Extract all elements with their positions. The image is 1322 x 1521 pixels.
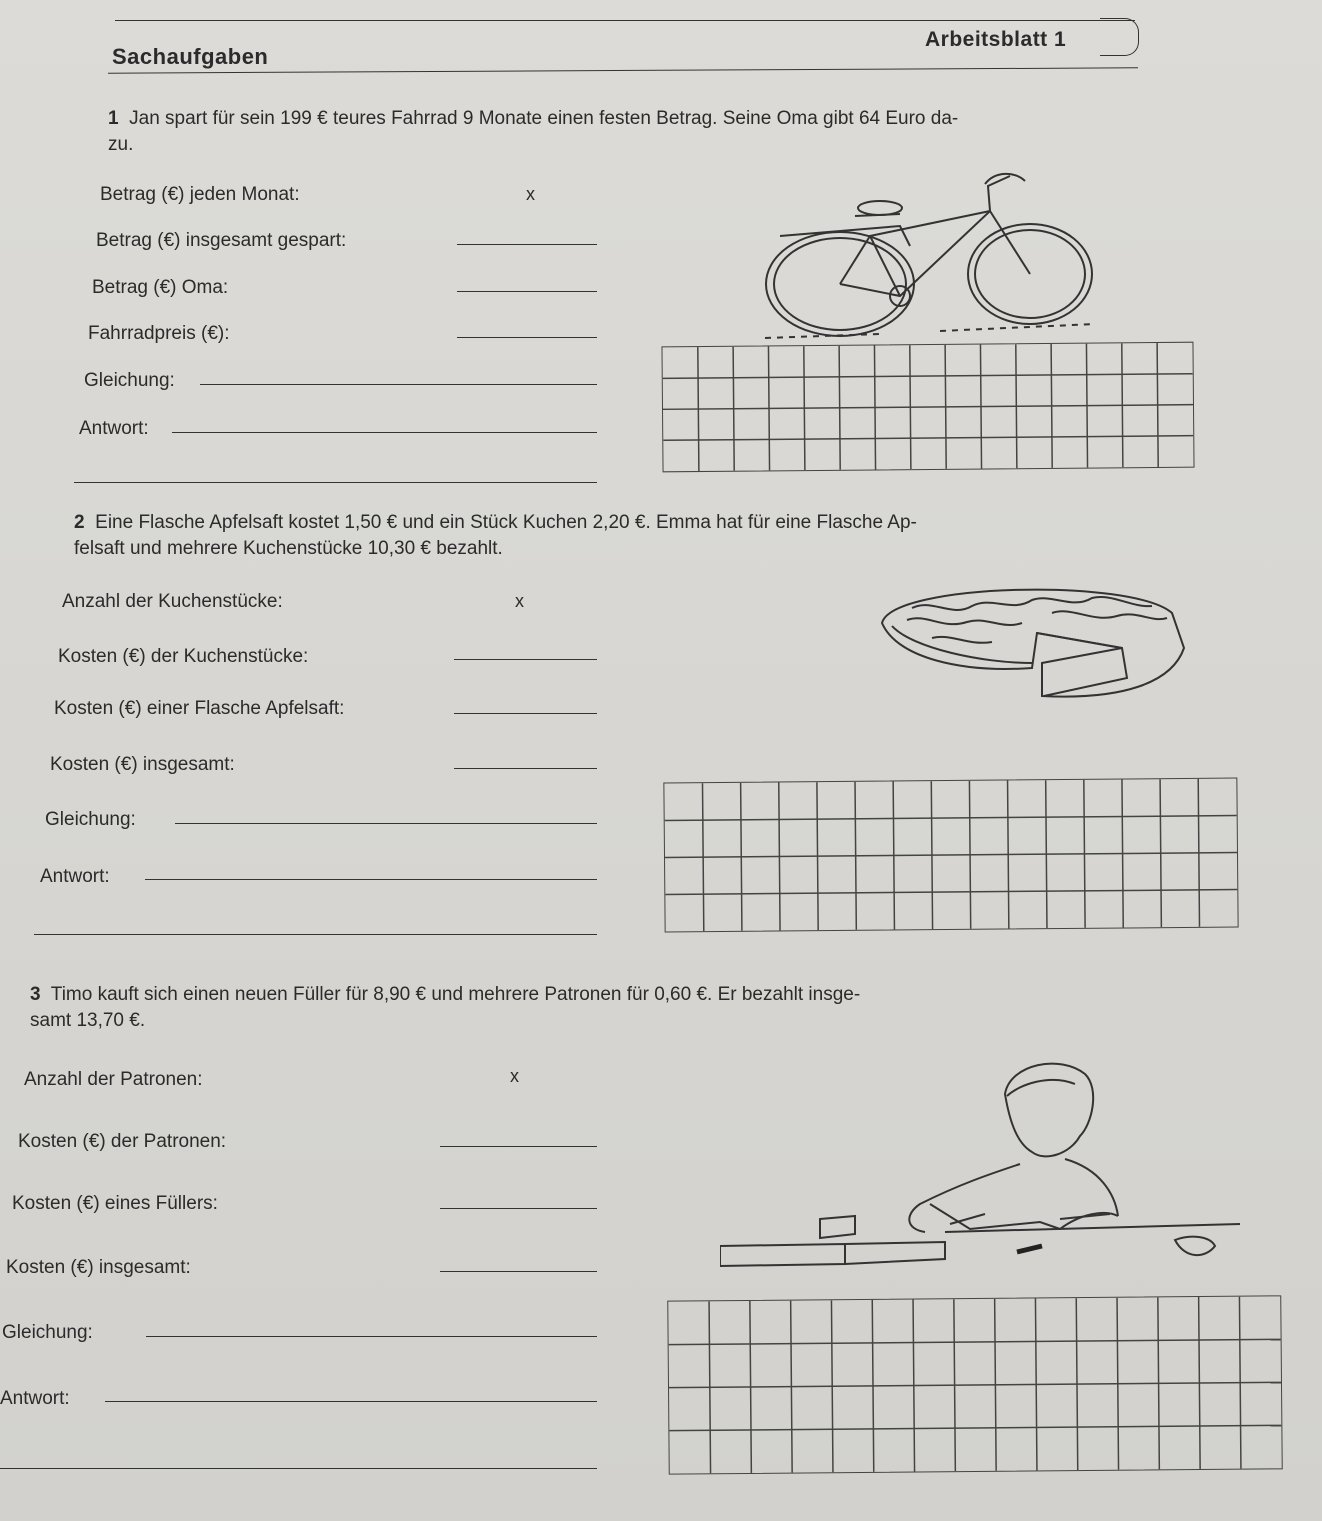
task2-blank-cake-cost[interactable]: [454, 659, 597, 660]
grid-line-horizontal: [669, 1425, 1281, 1430]
task3-blank-answer[interactable]: [105, 1401, 597, 1402]
grid-line-horizontal: [663, 374, 1193, 379]
task3-calculation-grid[interactable]: [667, 1295, 1282, 1474]
task2-blank-answer-line2[interactable]: [34, 934, 597, 935]
task2-label-count: Anzahl der Kuchenstücke:: [62, 591, 283, 612]
task2-label-total: Kosten (€) insgesamt:: [50, 754, 235, 775]
task2-label-juice-cost: Kosten (€) einer Flasche Apfelsaft:: [54, 698, 345, 719]
grid-line-horizontal: [663, 405, 1193, 410]
task1-label-answer: Antwort:: [79, 418, 149, 439]
task1-text: [108, 106, 1168, 158]
header-line-top: [115, 20, 1135, 21]
task2-line1: Eine Flasche Apfelsaft kostet 1,50 € und ein Stück Kuchen 2,20 €. Emma hat für eine Flasche Ap-: [95, 512, 917, 533]
task1-blank-equation[interactable]: [200, 384, 597, 385]
worksheet-number: Arbeitsblatt 1: [925, 28, 1067, 51]
task1-line1: Jan spart für sein 199 € teures Fahrrad 9 Monate einen festen Betrag. Seine Oma gibt 64 Euro da-: [129, 108, 959, 129]
task3-label-pen-cost: Kosten (€) eines Füllers:: [12, 1193, 218, 1214]
task2-variable-x: x: [515, 591, 524, 611]
task1-blank-oma[interactable]: [457, 291, 597, 292]
task1-label-monthly: Betrag (€) jeden Monat:: [100, 184, 300, 205]
task2-label-cake-cost: Kosten (€) der Kuchenstücke:: [58, 646, 309, 667]
grid-line-horizontal: [669, 1382, 1281, 1387]
task1-label-equation: Gleichung:: [84, 370, 175, 391]
bicycle-icon: [760, 166, 1100, 346]
task3-number: 3: [30, 984, 41, 1005]
cake-icon: [872, 578, 1192, 708]
task1-label-saved: Betrag (€) insgesamt gespart:: [96, 230, 347, 251]
task3-blank-equation[interactable]: [146, 1336, 597, 1337]
task1-blank-answer[interactable]: [172, 432, 597, 433]
task3-line2: samt 13,70 €.: [30, 1010, 146, 1031]
task1-label-oma: Betrag (€) Oma:: [92, 277, 229, 298]
grid-line-horizontal: [665, 853, 1237, 858]
task2-text: [74, 510, 1194, 562]
task1-label-price: Fahrradpreis (€):: [88, 323, 230, 344]
task1-variable-x: x: [526, 184, 535, 204]
task3-line1: Timo kauft sich einen neuen Füller für 8,90 € und mehrere Patronen für 0,60 €. Er bezahlt insge-: [50, 984, 861, 1005]
task1-number: 1: [108, 108, 119, 129]
task3-label-total: Kosten (€) insgesamt:: [6, 1257, 191, 1278]
task1-blank-price[interactable]: [457, 337, 597, 338]
task3-label-count: Anzahl der Patronen:: [24, 1069, 203, 1090]
task2-label-answer: Antwort:: [40, 866, 110, 887]
task3-blank-cartridge-cost[interactable]: [440, 1146, 597, 1147]
task3-blank-total[interactable]: [440, 1271, 597, 1272]
task3-blank-pen-cost[interactable]: [440, 1208, 597, 1209]
task2-blank-answer[interactable]: [145, 879, 597, 880]
task1-line2: zu.: [108, 134, 134, 155]
task2-line2: felsaft und mehrere Kuchenstücke 10,30 € bezahlt.: [74, 538, 503, 559]
task2-number: 2: [74, 512, 85, 533]
task3-label-answer: Antwort:: [0, 1388, 70, 1409]
grid-line-horizontal: [663, 436, 1193, 441]
boy-writing-icon: [720, 1054, 1250, 1282]
task3-variable-x: x: [510, 1066, 519, 1086]
worksheet-title: Sachaufgaben: [112, 44, 269, 69]
task3-label-cartridge-cost: Kosten (€) der Patronen:: [18, 1131, 227, 1152]
task2-blank-equation[interactable]: [175, 823, 597, 824]
grid-line-horizontal: [665, 890, 1237, 895]
task1-calculation-grid[interactable]: [661, 342, 1194, 473]
grid-line-horizontal: [669, 1339, 1281, 1344]
task1-blank-answer-line2[interactable]: [74, 482, 597, 483]
task2-blank-juice-cost[interactable]: [454, 713, 597, 714]
task3-label-equation: Gleichung:: [2, 1322, 93, 1343]
task2-calculation-grid[interactable]: [663, 777, 1238, 932]
task1-blank-saved[interactable]: [457, 244, 597, 245]
grid-line-horizontal: [665, 816, 1237, 821]
task3-blank-answer-line2[interactable]: [0, 1468, 597, 1469]
task2-label-equation: Gleichung:: [45, 809, 136, 830]
task2-blank-total[interactable]: [454, 768, 597, 769]
header-tab: [1100, 18, 1139, 56]
task3-text: [30, 982, 1210, 1034]
